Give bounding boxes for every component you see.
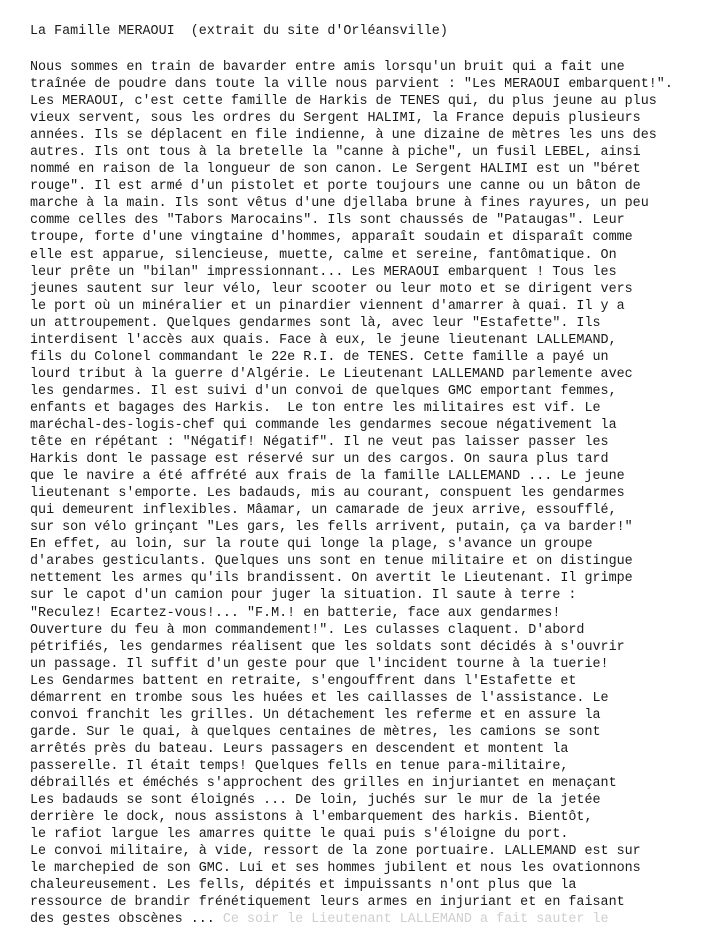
text-line: Harkis dont le passage est réservé sur un des cargos. On saura plus tard xyxy=(30,452,609,468)
text-line: garde. Sur le quai, à quelques centaines de mètres, les camions se sont xyxy=(30,724,601,740)
text-line: maréchal-des-logis-chef qui commande les gendarmes secoue négativement la xyxy=(30,417,617,433)
text-line: chaleureusement. Les fells, dépités et impuissants n'ont plus que la xyxy=(30,878,577,894)
text-line: vieux servent, sous les ordres du Sergent HALIMI, la France depuis plusieurs xyxy=(30,111,641,127)
text-line: jeunes sautent sur leur vélo, leur scooter ou leur moto et se dirigent vers xyxy=(30,281,633,297)
text-line: lourd tribut à la guerre d'Algérie. Le Lieutenant LALLEMAND parlemente avec xyxy=(30,366,633,382)
text-line: fils du Colonel commandant le 22e R.I. de TENES. Cette famille a payé un xyxy=(30,349,609,365)
text-line: d'arabes gesticulants. Quelques uns sont en tenue militaire et on distingue xyxy=(30,554,633,570)
text-line: leur prête un "bilan" impressionnant... Les MERAOUI embarquent ! Tous les xyxy=(30,264,617,280)
text-line-last xyxy=(30,911,726,928)
text-line-last-faded: Ce soir le Lieutenant LALLEMAND a fait sauter le xyxy=(214,912,609,928)
text-line: traînée de poudre dans toute la ville nous parvient : "Les MERAOUI embarquent!". xyxy=(30,77,673,93)
text-line: qui demeurent inflexibles. Mâamar, un camarade de jeux arrive, essoufflé, xyxy=(30,503,617,519)
text-line: Les Gendarmes battent en retraite, s'engouffrent dans l'Estafette et xyxy=(30,673,577,689)
text-line: nommé en raison de la longueur de son canon. Le Sergent HALIMI est un "béret xyxy=(30,162,641,178)
text-line-last-visible: des gestes obscènes ... xyxy=(30,912,215,928)
text-line: convoi franchit les grilles. Un détachement les referme et en assure la xyxy=(30,707,601,723)
text-line: passerelle. Il était temps! Quelques fells en tenue para-militaire, xyxy=(30,758,569,774)
text-line: le marchepied de son GMC. Lui et ses hommes jubilent et nous les ovationnons xyxy=(30,861,641,877)
text-line: Nous sommes en train de bavarder entre amis lorsqu'un bruit qui a fait une xyxy=(30,60,625,75)
document-title: La Famille MERAOUI (extrait du site d'Orléansville) xyxy=(30,24,448,39)
text-line: lieutenant s'emporte. Les badauds, mis au courant, conspuent les gendarmes xyxy=(30,486,625,502)
text-line: Les MERAOUI, c'est cette famille de Harkis de TENES qui, du plus jeune au plus xyxy=(30,94,657,110)
text-line: nettement les armes qu'ils brandissent. On avertit le Lieutenant. Il grimpe xyxy=(30,571,633,587)
text-line: elle est apparue, silencieuse, muette, calme et sereine, fantômatique. On xyxy=(30,247,617,263)
text-line: En effet, au loin, sur la route qui longe la plage, s'avance un groupe xyxy=(30,537,593,553)
text-line: un passage. Il suffit d'un geste pour que l'incident tourne à la tuerie! xyxy=(30,656,609,672)
text-line: sur son vélo grinçant "Les gars, les fells arrivent, putain, ça va barder!" xyxy=(30,520,633,536)
text-line: tête en répétant : "Négatif! Négatif". Il ne veut pas laisser passer les xyxy=(30,435,609,451)
text-line: "Reculez! Ecartez-vous!... "F.M.! en batterie, face aux gendarmes! xyxy=(30,605,561,621)
text-line: ressource de brandir frénétiquement leurs armes en injuriant et en faisant xyxy=(30,895,625,911)
text-line: marche à la main. Ils sont vêtus d'une djellaba brune à fines rayures, un peu xyxy=(30,196,649,212)
text-line: troupe, forte d'une vingtaine d'hommes, apparaît soudain et disparaît comme xyxy=(30,230,633,246)
text-line: rouge". Il est armé d'un pistolet et porte toujours une canne ou un bâton de xyxy=(30,179,641,195)
text-line: arrêtés près du bateau. Leurs passagers en descendent et montent la xyxy=(30,741,569,757)
text-line: comme celles des "Tabors Marocains". Ils sont chaussés de "Pataugas". Leur xyxy=(30,213,625,229)
text-line: autres. Ils ont tous à la bretelle la "canne à piche", un fusil LEBEL, ainsi xyxy=(30,145,641,161)
text-line: Le convoi militaire, à vide, ressort de la zone portuaire. LALLEMAND est sur xyxy=(30,844,641,860)
text-line: le port où un minéralier et un pinardier viennent d'amarrer à quai. Il y a xyxy=(30,298,625,314)
text-line: derrière le dock, nous assistons à l'embarquement des harkis. Bientôt, xyxy=(30,810,593,826)
text-line: enfants et bagages des Harkis. Le ton entre les militaires est vif. Le xyxy=(30,400,601,416)
text-line: débraillés et éméchés s'approchent des grilles en injuriantet en menaçant xyxy=(30,775,617,791)
document-body xyxy=(30,59,726,928)
text-line: un attroupement. Quelques gendarmes sont là, avec leur "Estafette". Ils xyxy=(30,315,601,331)
text-line: sur le capot d'un camion pour juger la situation. Il saute à terre : xyxy=(30,588,577,604)
text-line: le rafiot largue les amarres quitte le quai puis s'éloigne du port. xyxy=(30,827,569,843)
text-line: démarrent en trombe sous les huées et les caillasses de l'assistance. Le xyxy=(30,690,609,706)
text-line: pétrifiés, les gendarmes réalisent que les soldats sont décidés à s'ouvrir xyxy=(30,639,625,655)
text-line: que le navire a été affrété aux frais de la famille LALLEMAND ... Le jeune xyxy=(30,469,625,485)
text-line: Les badauds se sont éloignés ... De loin, juchés sur le mur de la jetée xyxy=(30,793,601,809)
text-line: Ouverture du feu à mon commandement!". Les culasses claquent. D'abord xyxy=(30,622,585,638)
text-line: années. Ils se déplacent en file indienne, à une dizaine de mètres les uns des xyxy=(30,128,657,144)
text-line: les gendarmes. Il est suivi d'un convoi de quelques GMC emportant femmes, xyxy=(30,383,617,399)
text-line: interdisent l'accès aux quais. Face à eux, le jeune lieutenant LALLEMAND, xyxy=(30,332,617,348)
